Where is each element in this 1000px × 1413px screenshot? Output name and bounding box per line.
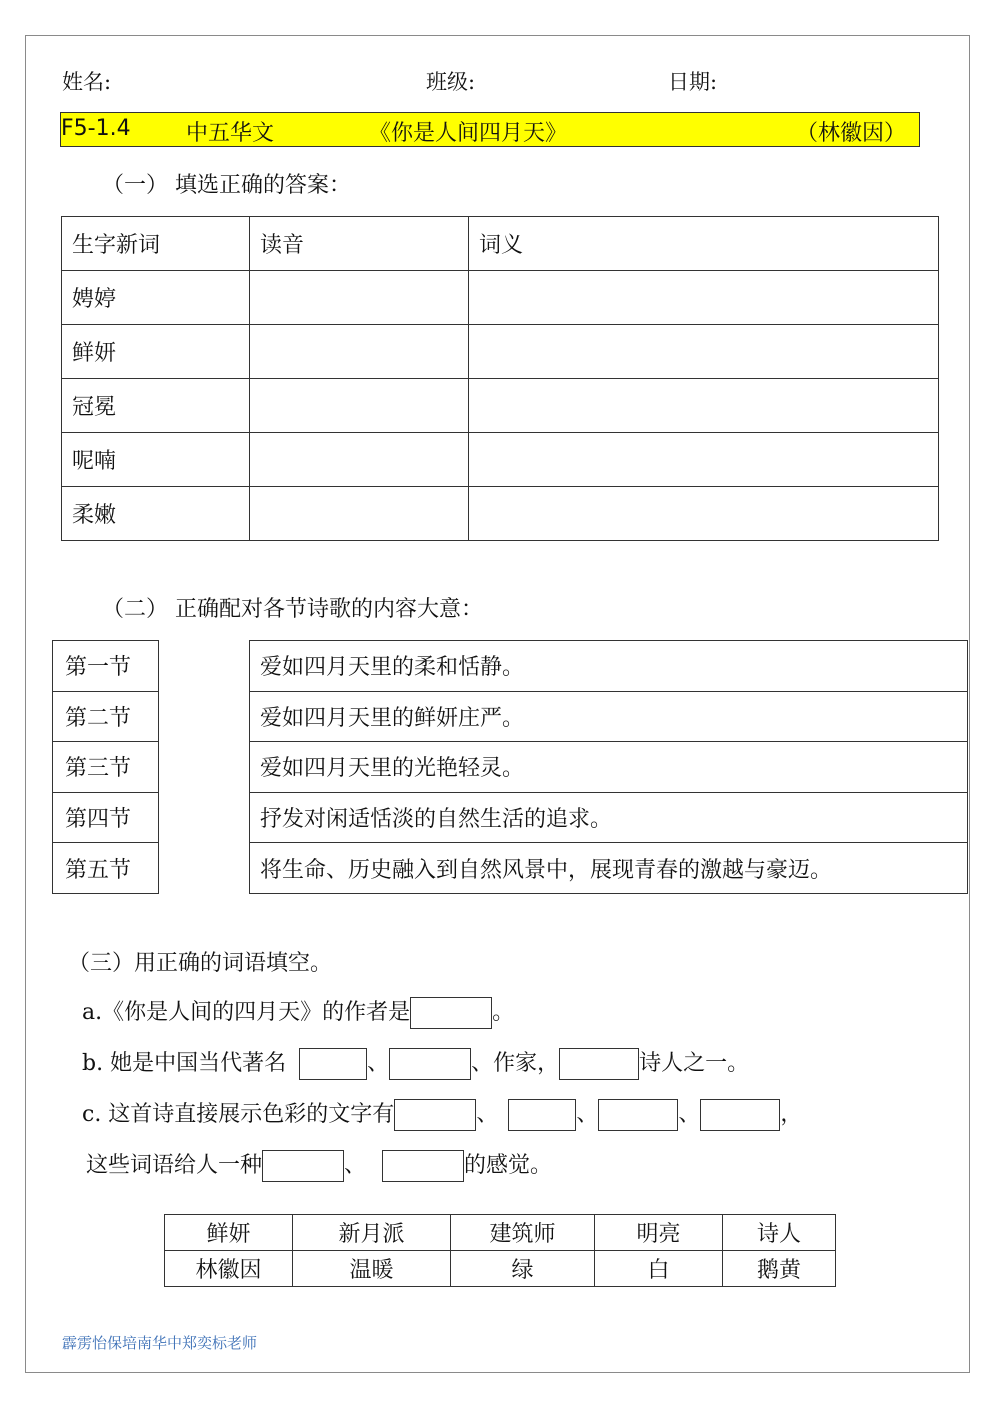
section1-heading: （一） 填选正确的答案： (102, 173, 351, 198)
word-bank-item[interactable]: 绿 (451, 1251, 595, 1287)
question-b (82, 1046, 749, 1080)
col-header: 生字新词 (62, 217, 250, 271)
answer-blank[interactable] (389, 1048, 471, 1080)
table-row (62, 487, 939, 541)
punct: ， (780, 1102, 803, 1127)
vocab-table (61, 216, 939, 541)
vocab-word: 柔嫩 (62, 487, 250, 541)
word-bank-item[interactable]: 鹅黄 (723, 1251, 836, 1287)
stanza-item[interactable]: 第四节 (53, 792, 159, 843)
word-bank-item[interactable]: 诗人 (723, 1215, 836, 1251)
word-bank-item[interactable]: 建筑师 (451, 1215, 595, 1251)
class-label: 班级: (426, 70, 476, 94)
word-bank-item[interactable]: 林徽因 (165, 1251, 293, 1287)
name-label: 姓名: (62, 70, 112, 94)
question-d (86, 1148, 552, 1182)
punct: 、 (344, 1153, 367, 1178)
question-a-text: a.《你是人间的四月天》的作者是 (82, 1000, 411, 1025)
table-row (62, 325, 939, 379)
stanza-item[interactable]: 第二节 (53, 691, 159, 742)
word-bank-item[interactable]: 明亮 (595, 1215, 723, 1251)
punct: 、作家， (471, 1051, 560, 1076)
punct: 。 (492, 1000, 515, 1025)
lesson-title: 《你是人间四月天》 (369, 121, 568, 146)
meaning-item[interactable]: 爱如四月天里的鲜妍庄严。 (250, 691, 968, 742)
pinyin-cell[interactable] (250, 487, 469, 541)
question-c (82, 1097, 802, 1131)
punct: 、 (576, 1102, 599, 1127)
question-d-text: 这些词语给人一种 (86, 1153, 263, 1178)
vocab-word: 娉婷 (62, 271, 250, 325)
word-bank-item[interactable]: 白 (595, 1251, 723, 1287)
pinyin-cell[interactable] (250, 433, 469, 487)
table-row (62, 379, 939, 433)
answer-blank[interactable] (262, 1150, 344, 1182)
vocab-word: 鲜妍 (62, 325, 250, 379)
pinyin-cell[interactable] (250, 271, 469, 325)
col-header: 词义 (469, 217, 939, 271)
question-b-end: 诗人之一。 (639, 1051, 750, 1076)
answer-blank[interactable] (299, 1048, 367, 1080)
table-row (62, 271, 939, 325)
vocab-word: 呢喃 (62, 433, 250, 487)
table-row (62, 433, 939, 487)
meaning-cell[interactable] (469, 487, 939, 541)
word-bank-item[interactable]: 新月派 (293, 1215, 451, 1251)
word-bank-row (165, 1251, 836, 1287)
meaning-cell[interactable] (469, 271, 939, 325)
punct: 、 (367, 1051, 390, 1076)
answer-blank[interactable] (382, 1150, 464, 1182)
meaning-item[interactable]: 爱如四月天里的光艳轻灵。 (250, 742, 968, 793)
vocab-word: 冠冕 (62, 379, 250, 433)
word-bank-item[interactable]: 鲜妍 (165, 1215, 293, 1251)
meaning-cell[interactable] (469, 433, 939, 487)
answer-blank[interactable] (559, 1048, 639, 1080)
punct: 、 (476, 1102, 499, 1127)
answer-blank[interactable] (410, 997, 492, 1029)
section3-heading: （三）用正确的词语填空。 (68, 951, 333, 976)
table-header-row (62, 217, 939, 271)
meaning-cell[interactable] (469, 325, 939, 379)
answer-blank[interactable] (598, 1099, 678, 1131)
answer-blank[interactable] (394, 1099, 476, 1131)
answer-blank[interactable] (508, 1099, 576, 1131)
col-header: 读音 (250, 217, 469, 271)
stanza-item[interactable]: 第一节 (53, 641, 159, 692)
question-b-text: b. 她是中国当代著名 (82, 1051, 287, 1076)
author: （林徽因） (796, 121, 907, 146)
word-bank-item[interactable]: 温暖 (293, 1251, 451, 1287)
meaning-item[interactable]: 抒发对闲适恬淡的自然生活的追求。 (250, 792, 968, 843)
pinyin-cell[interactable] (250, 379, 469, 433)
date-label: 日期: (668, 70, 718, 94)
punct: 、 (678, 1102, 701, 1127)
stanza-list (52, 640, 159, 894)
meaning-item[interactable]: 将生命、历史融入到自然风景中，展现青春的激越与豪迈。 (250, 843, 968, 894)
question-a (82, 995, 514, 1029)
subject: 中五华文 (186, 121, 275, 146)
meaning-list (249, 640, 968, 894)
meaning-item[interactable]: 爱如四月天里的柔和恬静。 (250, 641, 968, 692)
question-d-end: 的感觉。 (464, 1153, 553, 1178)
word-bank (164, 1214, 836, 1287)
stanza-item[interactable]: 第五节 (53, 843, 159, 894)
meaning-cell[interactable] (469, 379, 939, 433)
pinyin-cell[interactable] (250, 325, 469, 379)
lesson-code: F5-1.4 (61, 116, 131, 141)
answer-blank[interactable] (700, 1099, 780, 1131)
word-bank-row (165, 1215, 836, 1251)
stanza-item[interactable]: 第三节 (53, 742, 159, 793)
title-banner (60, 112, 920, 147)
question-c-text: c. 这首诗直接展示色彩的文字有 (82, 1102, 395, 1127)
section2-heading: （二） 正确配对各节诗歌的内容大意： (102, 597, 483, 622)
teacher-credit: 霹雳怡保培南华中郑奕标老师 (62, 1334, 258, 1352)
